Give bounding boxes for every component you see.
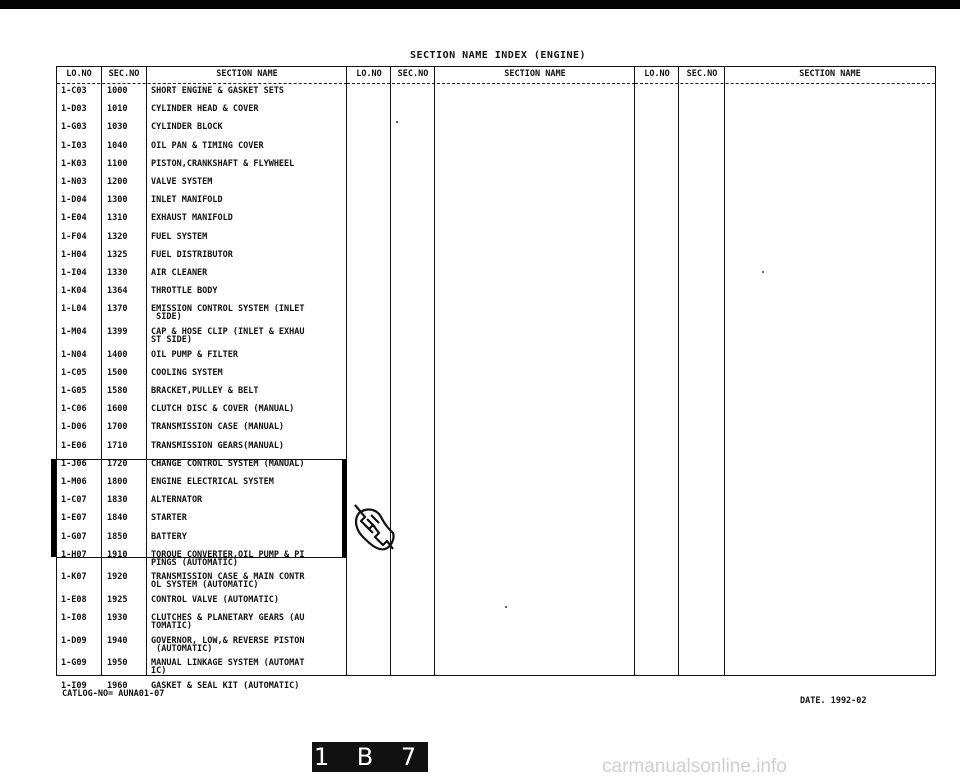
section-name-cell: PISTON,CRANKSHAFT & FLYWHEEL (151, 158, 295, 169)
header-lo-no-1: LO.NO (66, 69, 92, 79)
header-section-name-3: SECTION NAME (799, 69, 861, 79)
section-name-cell: INLET MANIFOLD (151, 195, 223, 206)
table-row (57, 328, 347, 344)
sec-no-cell: 1399 (107, 327, 128, 337)
column-divider (678, 67, 679, 675)
sec-no-cell: 1600 (107, 404, 128, 415)
table-row (57, 614, 347, 630)
sec-no-cell: 1200 (107, 177, 128, 187)
print-date: DATE. 1992-02 (800, 696, 867, 706)
lo-no-cell: 1-G09 (61, 658, 87, 669)
sec-no-cell: 1720 (107, 458, 128, 469)
lo-no-cell: 1-G03 (61, 122, 87, 133)
column-divider (634, 67, 635, 675)
section-name-cell: GOVERNOR, LOW,& REVERSE PISTON (AUTOMATIC) (151, 635, 305, 654)
lo-no-cell: 1-M04 (61, 327, 87, 337)
pointing-hand-icon (349, 499, 399, 555)
table-row (57, 123, 347, 131)
lo-no-cell: 1-I08 (61, 613, 87, 624)
column-divider (390, 67, 391, 675)
lo-no-cell: 1-K04 (61, 286, 87, 297)
page-title: SECTION NAME INDEX (ENGINE) (410, 50, 587, 61)
lo-no-cell: 1-D04 (61, 195, 87, 206)
section-name-cell: STARTER (151, 513, 187, 524)
sec-no-cell: 1100 (107, 158, 128, 169)
section-name-cell: GASKET & SEAL KIT (AUTOMATIC) (151, 681, 300, 691)
lo-no-cell: 1-C06 (61, 404, 87, 415)
lo-no-cell: 1-F04 (61, 231, 87, 242)
lo-no-cell: 1-E07 (61, 513, 87, 524)
section-name-cell: CAP & HOSE CLIP (INLET & EXHAU ST SIDE) (151, 327, 305, 345)
index-table (56, 66, 936, 691)
table-row (57, 423, 347, 431)
table-row (57, 387, 347, 395)
table-row (57, 160, 347, 168)
section-name-cell: ALTERNATOR (151, 495, 203, 506)
lo-no-cell: 1-M06 (61, 477, 87, 487)
sec-no-cell: 1330 (107, 268, 128, 278)
column-divider (434, 67, 435, 675)
section-name-cell: VALVE SYSTEM (151, 177, 213, 187)
sec-no-cell: 1830 (107, 495, 128, 506)
section-name-cell: TRANSMISSION GEARS(MANUAL) (151, 440, 285, 451)
section-name-cell: COOLING SYSTEM (151, 367, 223, 378)
sec-no-cell: 1920 (107, 572, 128, 583)
section-name-cell: ENGINE ELECTRICAL SYSTEM (151, 477, 274, 487)
table-row (57, 551, 347, 567)
section-name-cell: CONTROL VALVE (AUTOMATIC) (151, 595, 279, 605)
table-row (57, 460, 347, 468)
header-sec-no-1: SEC.NO (108, 69, 140, 79)
table-row (57, 233, 347, 241)
header-section-name-2: SECTION NAME (504, 69, 566, 79)
sec-no-cell: 1320 (107, 231, 128, 242)
scan-speck (505, 606, 507, 608)
sec-no-cell: 1500 (107, 367, 128, 378)
section-name-cell: CYLINDER HEAD & COVER (151, 104, 259, 115)
table-row (57, 196, 347, 204)
section-name-cell: TRANSMISSION CASE (MANUAL) (151, 422, 285, 433)
section-name-cell: EMISSION CONTROL SYSTEM (INLET SIDE) (151, 304, 305, 323)
table-row (57, 496, 347, 504)
table-row (57, 442, 347, 450)
table-row (57, 514, 347, 522)
lo-no-cell: 1-E08 (61, 595, 87, 605)
table-row (57, 178, 347, 186)
table-row (57, 637, 347, 653)
table-row (57, 405, 347, 413)
section-name-cell: OIL PAN & TIMING COVER (151, 140, 264, 151)
column-divider (724, 67, 725, 675)
sec-no-cell: 1040 (107, 140, 128, 151)
section-name-cell: THROTTLE BODY (151, 286, 218, 297)
section-name-cell: OIL PUMP & FILTER (151, 349, 238, 360)
sec-no-cell: 1850 (107, 531, 128, 542)
table-row (57, 478, 347, 486)
lo-no-cell: 1-K03 (61, 158, 87, 169)
lo-no-cell: 1-G05 (61, 386, 87, 396)
lo-no-cell: 1-I03 (61, 140, 87, 151)
sec-no-cell: 1960 (107, 681, 128, 691)
lo-no-cell: 1-I04 (61, 268, 87, 278)
sec-no-cell: 1370 (107, 304, 128, 315)
lo-no-cell: 1-D09 (61, 635, 87, 646)
sec-no-cell: 1400 (107, 349, 128, 360)
sec-no-cell: 1325 (107, 249, 128, 260)
header-divider-3 (635, 83, 935, 84)
table-row (57, 214, 347, 222)
scan-top-border (0, 0, 960, 9)
table-row (57, 351, 347, 359)
sec-no-cell: 1010 (107, 104, 128, 115)
lo-no-cell: 1-N03 (61, 177, 87, 187)
table-row (57, 369, 347, 377)
table-row (57, 596, 347, 604)
section-name-cell: CHANGE CONTROL SYSTEM (MANUAL) (151, 458, 305, 469)
sec-no-cell: 1030 (107, 122, 128, 133)
sec-no-cell: 1910 (107, 549, 128, 560)
table-row (57, 142, 347, 150)
section-name-cell: BRACKET,PULLEY & BELT (151, 386, 259, 396)
section-name-cell: AIR CLEANER (151, 268, 208, 278)
sec-no-cell: 1300 (107, 195, 128, 206)
header-lo-no-3: LO.NO (644, 69, 670, 79)
section-name-cell: TORQUE CONVERTER,OIL PUMP & PI PINGS (AUTOMATIC) (151, 549, 305, 568)
section-name-cell: CYLINDER BLOCK (151, 122, 223, 133)
sec-no-cell: 1950 (107, 658, 128, 669)
lo-no-cell: 1-D03 (61, 104, 87, 115)
lo-no-cell: 1-H04 (61, 249, 87, 260)
header-lo-no-2: LO.NO (356, 69, 382, 79)
header-sec-no-3: SEC.NO (686, 69, 718, 79)
page-number-badge: 1 B 7 (313, 743, 427, 771)
section-name-cell: CLUTCHES & PLANETARY GEARS (AU TOMATIC) (151, 613, 305, 632)
section-name-cell: FUEL SYSTEM (151, 231, 208, 242)
sec-no-cell: 1930 (107, 613, 128, 624)
table-row (57, 87, 347, 95)
highlight-bar-left (51, 459, 56, 557)
sec-no-cell: 1710 (107, 440, 128, 451)
lo-no-cell: 1-J06 (61, 458, 87, 469)
sec-no-cell: 1364 (107, 286, 128, 297)
lo-no-cell: 1-L04 (61, 304, 87, 315)
lo-no-cell: 1-E06 (61, 440, 87, 451)
highlight-bar-right (342, 459, 347, 557)
section-name-cell: TRANSMISSION CASE & MAIN CONTR OL SYSTEM (AUTOMATIC) (151, 572, 305, 591)
watermark: carmanualsonline.info (602, 756, 787, 777)
lo-no-cell: 1-E04 (61, 213, 87, 224)
sec-no-cell: 1800 (107, 477, 128, 487)
scan-speck (396, 121, 398, 123)
sec-no-cell: 1940 (107, 635, 128, 646)
lo-no-cell: 1-H07 (61, 549, 87, 560)
section-name-cell: CLUTCH DISC & COVER (MANUAL) (151, 404, 295, 415)
lo-no-cell: 1-K07 (61, 572, 87, 583)
sec-no-cell: 1000 (107, 86, 128, 96)
table-row (57, 105, 347, 113)
table-row (57, 659, 347, 675)
section-name-cell: BATTERY (151, 531, 187, 542)
table-row (57, 533, 347, 541)
sec-no-cell: 1840 (107, 513, 128, 524)
lo-no-cell: 1-C05 (61, 367, 87, 378)
lo-no-cell: 1-C07 (61, 495, 87, 506)
lo-no-cell: 1-D06 (61, 422, 87, 433)
table-row (57, 305, 347, 321)
section-name-cell: SHORT ENGINE & GASKET SETS (151, 86, 285, 96)
scan-speck (762, 271, 764, 273)
table-row (57, 269, 347, 277)
lo-no-cell: 1-C03 (61, 86, 87, 96)
table-row (57, 287, 347, 295)
catalog-number: CATLOG-NO= AUNA01-07 (62, 689, 165, 699)
sec-no-cell: 1700 (107, 422, 128, 433)
header-section-name-1: SECTION NAME (216, 69, 278, 79)
header-sec-no-2: SEC.NO (397, 69, 429, 79)
lo-no-cell: 1-I09 (61, 681, 87, 691)
sec-no-cell: 1310 (107, 213, 128, 224)
lo-no-cell: 1-N04 (61, 349, 87, 360)
sec-no-cell: 1925 (107, 595, 128, 605)
section-name-cell: FUEL DISTRIBUTOR (151, 249, 233, 260)
table-row (57, 251, 347, 259)
section-name-cell: MANUAL LINKAGE SYSTEM (AUTOMAT IC) (151, 658, 305, 677)
table-row (57, 573, 347, 589)
sec-no-cell: 1580 (107, 386, 128, 396)
lo-no-cell: 1-G07 (61, 531, 87, 542)
section-name-cell: EXHAUST MANIFOLD (151, 213, 233, 224)
